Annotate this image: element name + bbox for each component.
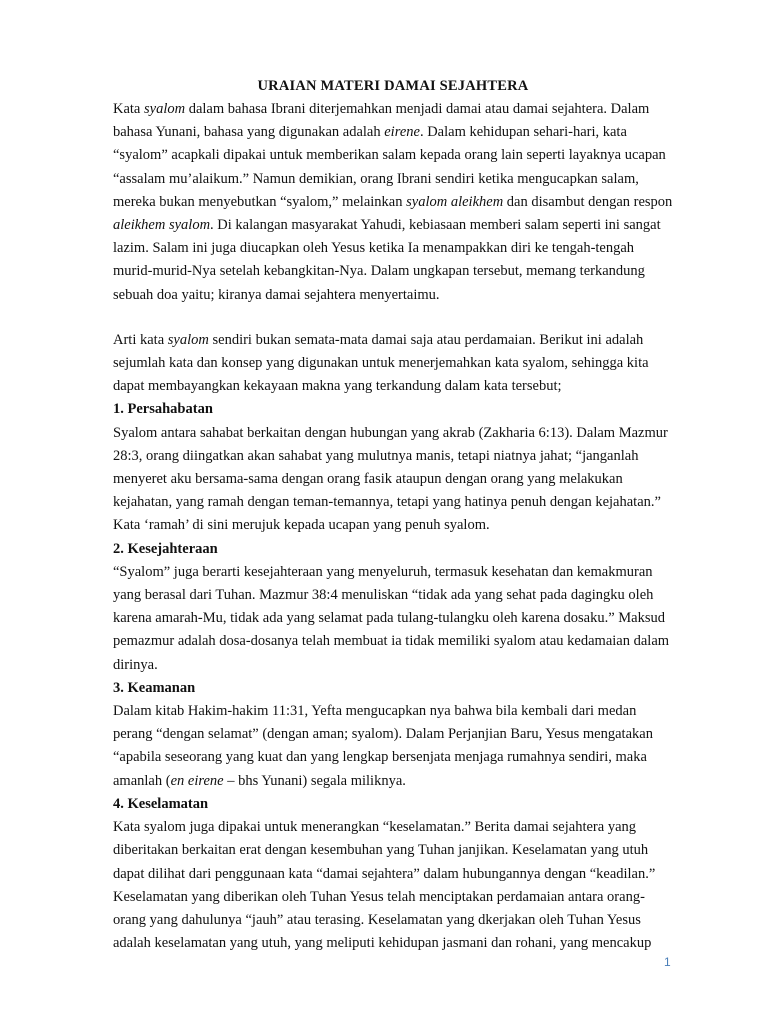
section-heading: 3. Keamanan <box>113 679 196 696</box>
italic-term: syalom <box>144 101 186 117</box>
section-body: “Syalom” juga berarti kesejahteraan yang menyeluruh, termasuk kesehatan dan kemakmuran yang berasal dari Tuhan. Mazmur 38:4 menuliskan “tidak ada yang sehat pada dagingku oleh karena amarah-Mu, tidak ada yang selamat pada tulang-tulangku oleh karena dosaku.” Maksud pemazmur adalah dosa-dosanya telah membuat ia tidak memiliki syalom atau kedamaian dalam dirinya. <box>113 563 670 673</box>
italic-term: syalom <box>167 331 209 348</box>
section-body: Dalam kitab Hakim-hakim 11:31, Yefta mengucapkan nya bahwa bila kembali dari medan perang “dengan selamat” (dengan aman; syalom). Dalam Perjanjian Baru, Yesus mengatakan “apabila seseorang yang kuat dan yang lengkap bersenjata menjaga rumahnya sendiri, maka amanlah (en eirene – bhs Yunani) segala miliknya. <box>113 703 653 789</box>
section-persahabatan <box>113 398 673 537</box>
section-body: Syalom antara sahabat berkaitan dengan hubungan yang akrab (Zakharia 6:13). Dalam Mazmur 28:3, orang diingatkan akan sahabat yang mulutnya manis, tetapi niatnya jahat; “janganlah menyeret aku bersama-sama dengan orang fasik ataupun dengan orang yang melakukan kejahatan, yang ramah dengan teman-temannya, tetapi yang hatinya penuh dengan kejahatan.” Kata ‘ramah’ di sini merujuk kepada ucapan yang penuh syalom. <box>113 424 668 534</box>
section-kesejahteraan <box>113 538 673 677</box>
document-page <box>113 75 673 955</box>
document-title: URAIAN MATERI DAMAI SEJAHTERA <box>257 78 529 94</box>
section-keamanan <box>113 677 673 793</box>
section-heading: 1. Persahabatan <box>113 401 213 418</box>
section-heading: 4. Keselamatan <box>113 795 209 812</box>
italic-term: syalom aleikhem <box>406 193 504 210</box>
section-keselamatan <box>113 793 673 955</box>
italic-term: eirene <box>384 124 420 141</box>
paragraph-gap <box>113 307 673 329</box>
section-heading: 2. Kesejahteraan <box>113 540 218 557</box>
section-body: Kata syalom juga dipakai untuk menerangkan “keselamatan.” Berita damai sejahtera yang diberitakan berkaitan erat dengan kesembuhan yang Tuhan janjikan. Keselamatan yang utuh dapat dilihat dari penggunaan kata “damai sejahtera” dalam hubungannya dengan “keadilan.” Keselamatan yang diberikan oleh Tuhan Yesus telah menciptakan perdamaian antara orang-orang yang dahulunya “jauh” atau terasing. Keselamatan yang dkerjakan oleh Tuhan Yesus adalah keselamatan yang utuh, yang meliputi kehidupan jasmani dan rohani, yang mencakup <box>113 819 656 952</box>
second-paragraph: Arti kata syalom sendiri bukan semata-mata damai saja atau perdamaian. Berikut ini adalah sejumlah kata dan konsep yang digunakan untuk menerjemahkan kata syalom, sehingga kita dapat membayangkan kekayaan makna yang terkandung dalam kata tersebut; <box>113 331 649 395</box>
page-number: 1 <box>664 955 671 969</box>
italic-term: en eirene <box>170 772 224 789</box>
intro-paragraph: Kata syalom dalam bahasa Ibrani diterjemahkan menjadi damai atau damai sejahtera. Dalam bahasa Yunani, bahasa yang digunakan adalah eirene. Dalam kehidupan sehari-hari, kata “syalom” acapkali dipakai untuk memberikan salam kepada orang lain seperti layaknya ucapan “assalam mu’alaikum.” Namun demikian, orang Ibrani sendiri ketika mengucapkan salam, mereka bukan menyebutkan “syalom,” melainkan syalom aleikhem dan disambut dengan respon aleikhem syalom. Di kalangan masyarakat Yahudi, kebiasaan memberi salam seperti ini sangat lazim. Salam ini juga diucapkan oleh Yesus ketika Ia menampakkan diri ke tengah-tengah murid-murid-Nya setelah kebangkitan-Nya. Dalam ungkapan tersebut, memang terkandung sebuah doa yaitu; kiranya damai sejahtera menyertaimu. <box>113 101 673 303</box>
italic-term: aleikhem syalom <box>113 217 211 234</box>
